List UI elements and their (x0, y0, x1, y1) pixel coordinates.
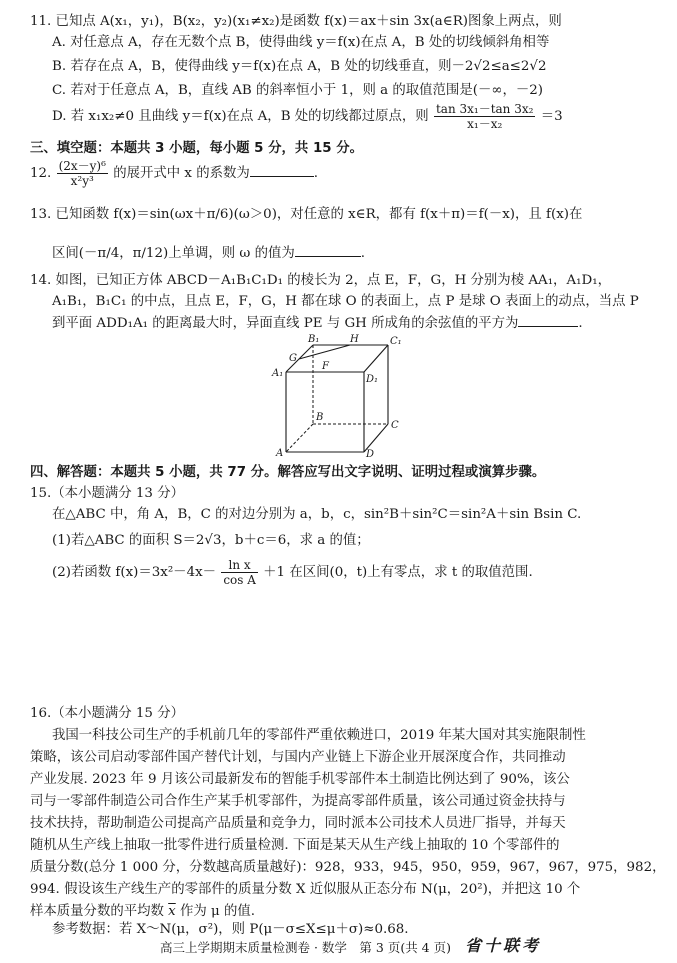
q12 (30, 159, 318, 188)
label-d: D (366, 449, 375, 460)
q12-fraction (57, 159, 108, 188)
label-b1: B₁ (308, 334, 320, 345)
q12-answer-blank (250, 164, 314, 177)
q15-part2-frac-num: ln x (221, 558, 258, 573)
edge-ba (286, 424, 313, 452)
q11-option-d-fraction (434, 102, 535, 131)
q14-line3-text: 到平面 ADD₁A₁ 的距离最大时，异面直线 PE 与 GH 所成角的余弦值的平方为 (52, 316, 519, 331)
q15-part2 (52, 558, 533, 587)
q13-line2 (52, 244, 365, 263)
label-h: H (350, 334, 359, 345)
q16-line-6: 随机从生产线上抽取一批零件进行质量检测. 下面是某天从生产线上抽取的 10 个零部件的 (30, 838, 560, 853)
label-b: B (316, 412, 324, 423)
q11-option-d-suffix: ＝3 (540, 109, 563, 124)
q15-part2-prefix: (2)若函数 f(x)＝3x²－4x－ (52, 565, 217, 580)
label-a: A (276, 448, 284, 459)
label-d1: D₁ (366, 374, 379, 385)
section-3-heading: 三、填空题：本题共 3 小题，每小题 5 分，共 15 分。 (30, 141, 364, 156)
q11-option-c: C. 若对于任意点 A，B，直线 AB 的斜率恒小于 1，则 a 的取值范围是(－∞，－2) (52, 83, 544, 98)
q15-part2-fraction (221, 558, 258, 587)
label-a1: A₁ (272, 368, 284, 379)
q16-line-9-suffix: 作为 μ 的值. (175, 904, 256, 919)
q14-line1: 14. 如图，已知正方体 ABCD－A₁B₁C₁D₁ 的棱长为 2，点 E，F，G，H 分别为棱 AA₁，A₁D₁， (30, 273, 611, 288)
q12-frac-num: (2x－y)⁶ (58, 159, 106, 173)
q11-option-d-frac-den: x₁－x₂ (467, 117, 503, 131)
q16-line-1: 我国一科技公司生产的手机前几年的零部件严重依赖进口，2019 年某大国对其实施限制性 (52, 728, 586, 743)
q11-option-a: A. 对任意点 A，存在无数个点 B，使得曲线 y＝f(x)在点 A，B 处的切线倾斜角相等 (52, 35, 550, 50)
brand-logo: 省十联考 (465, 936, 542, 955)
q16-line-9-prefix: 样本质量分数的平均数 (30, 904, 164, 919)
q13-line2-text: 区间(－π/4，π/12)上单调，则 ω 的值为 (52, 246, 295, 261)
cube-figure (270, 332, 410, 460)
q13-end: . (360, 246, 366, 261)
q11-option-d-frac-num: tan 3x₁－tan 3x₂ (435, 102, 534, 116)
q14-line2: A₁B₁，B₁C₁ 的中点，且点 E，F，G，H 都在球 O 的表面上，点 P 是球 O 表面上的动点，当点 P (52, 294, 639, 309)
q11-stem: 11. 已知点 A(x₁，y₁)，B(x₂，y₂)(x₁≠x₂)是函数 f(x)＝ax＋sin 3x(a∈R)图象上两点，则 (30, 14, 562, 29)
label-g: G (289, 353, 297, 364)
q16-line-9 (30, 903, 255, 921)
q12-frac-den: x²y³ (70, 174, 94, 188)
edge-c1d1 (364, 345, 388, 372)
q11-option-d-prefix: D. 若 x₁x₂≠0 且曲线 y＝f(x)在点 A，B 处的切线都过原点，则 (52, 109, 429, 124)
q12-number: 12. (30, 166, 52, 181)
q14-end: . (578, 316, 583, 331)
q16-line-3: 产业发展. 2023 年 9 月该公司最新发布的智能手机零部件本土制造比例达到了 90%，该公 (30, 772, 570, 787)
q16-line-8: 994. 假设该生产线生产的零部件的质量分数 X 近似服从正态分布 N(μ，20²)，并把这 10 个 (30, 882, 581, 897)
q15-title: 15.（本小题满分 13 分） (30, 486, 184, 501)
q11-option-d (52, 102, 563, 131)
q16-line-2: 策略，该公司启动零部件国产替代计划，与国内产业链上下游企业开展深度合作，共同推动 (30, 750, 566, 765)
q15-stem: 在△ABC 中，角 A，B，C 的对边分别为 a，b，c，sin²B＋sin²C＝sin²A＋sin Bsin C. (52, 507, 582, 522)
q16-line-4: 司与一零部件制造公司合作生产某手机零部件，为提高零部件质量，该公司通过资金扶持与 (30, 794, 566, 809)
q13-answer-blank (295, 244, 361, 257)
label-c1: C₁ (390, 336, 402, 347)
q16-xbar: $\overline{x}$ (168, 904, 176, 919)
q16-line-5: 技术扶持，帮助制造公司提高产品质量和竞争力，同时派本公司技术人员进厂指导，并每天 (30, 816, 566, 831)
q14-line3 (52, 314, 583, 333)
q15-part1: (1)若△ABC 的面积 S＝2√3，b＋c＝6，求 a 的值； (52, 533, 370, 548)
q12-text: 的展开式中 x 的系数为 (113, 166, 250, 181)
edge-dc (364, 424, 388, 452)
q13-line1: 13. 已知函数 f(x)＝sin(ωx＋π/6)(ω＞0)，对任意的 x∈R，都有 f(x＋π)＝f(－x)，且 f(x)在 (30, 207, 583, 222)
q11-option-b: B. 若存在点 A，B，使得曲线 y＝f(x)在点 A，B 处的切线垂直，则－2√2≤a≤2√2 (52, 59, 547, 74)
q15-part2-suffix: ＋1 在区间(0，t)上有零点，求 t 的取值范围. (263, 565, 533, 580)
label-c: C (391, 420, 399, 431)
q16-line-7: 质量分数(总分 1 000 分，分数越高质量越好)：928，933，945，950，959，967，967，975，982， (30, 860, 666, 875)
page-footer: 高三上学期期末质量检测卷 · 数学 第 3 页(共 4 页) (160, 940, 451, 955)
q12-end: . (313, 166, 319, 181)
q16-title: 16.（本小题满分 15 分） (30, 706, 184, 721)
q16-reference: 参考数据：若 X～N(μ，σ²)，则 P(μ－σ≤X≤μ＋σ)≈0.68. (52, 922, 409, 937)
label-f: F (322, 361, 329, 372)
q15-part2-frac-den: cos A (223, 573, 256, 587)
q14-answer-blank (518, 314, 578, 327)
section-4-heading: 四、解答题：本题共 5 小题，共 77 分。解答应写出文字说明、证明过程或演算步骤。 (30, 465, 546, 480)
